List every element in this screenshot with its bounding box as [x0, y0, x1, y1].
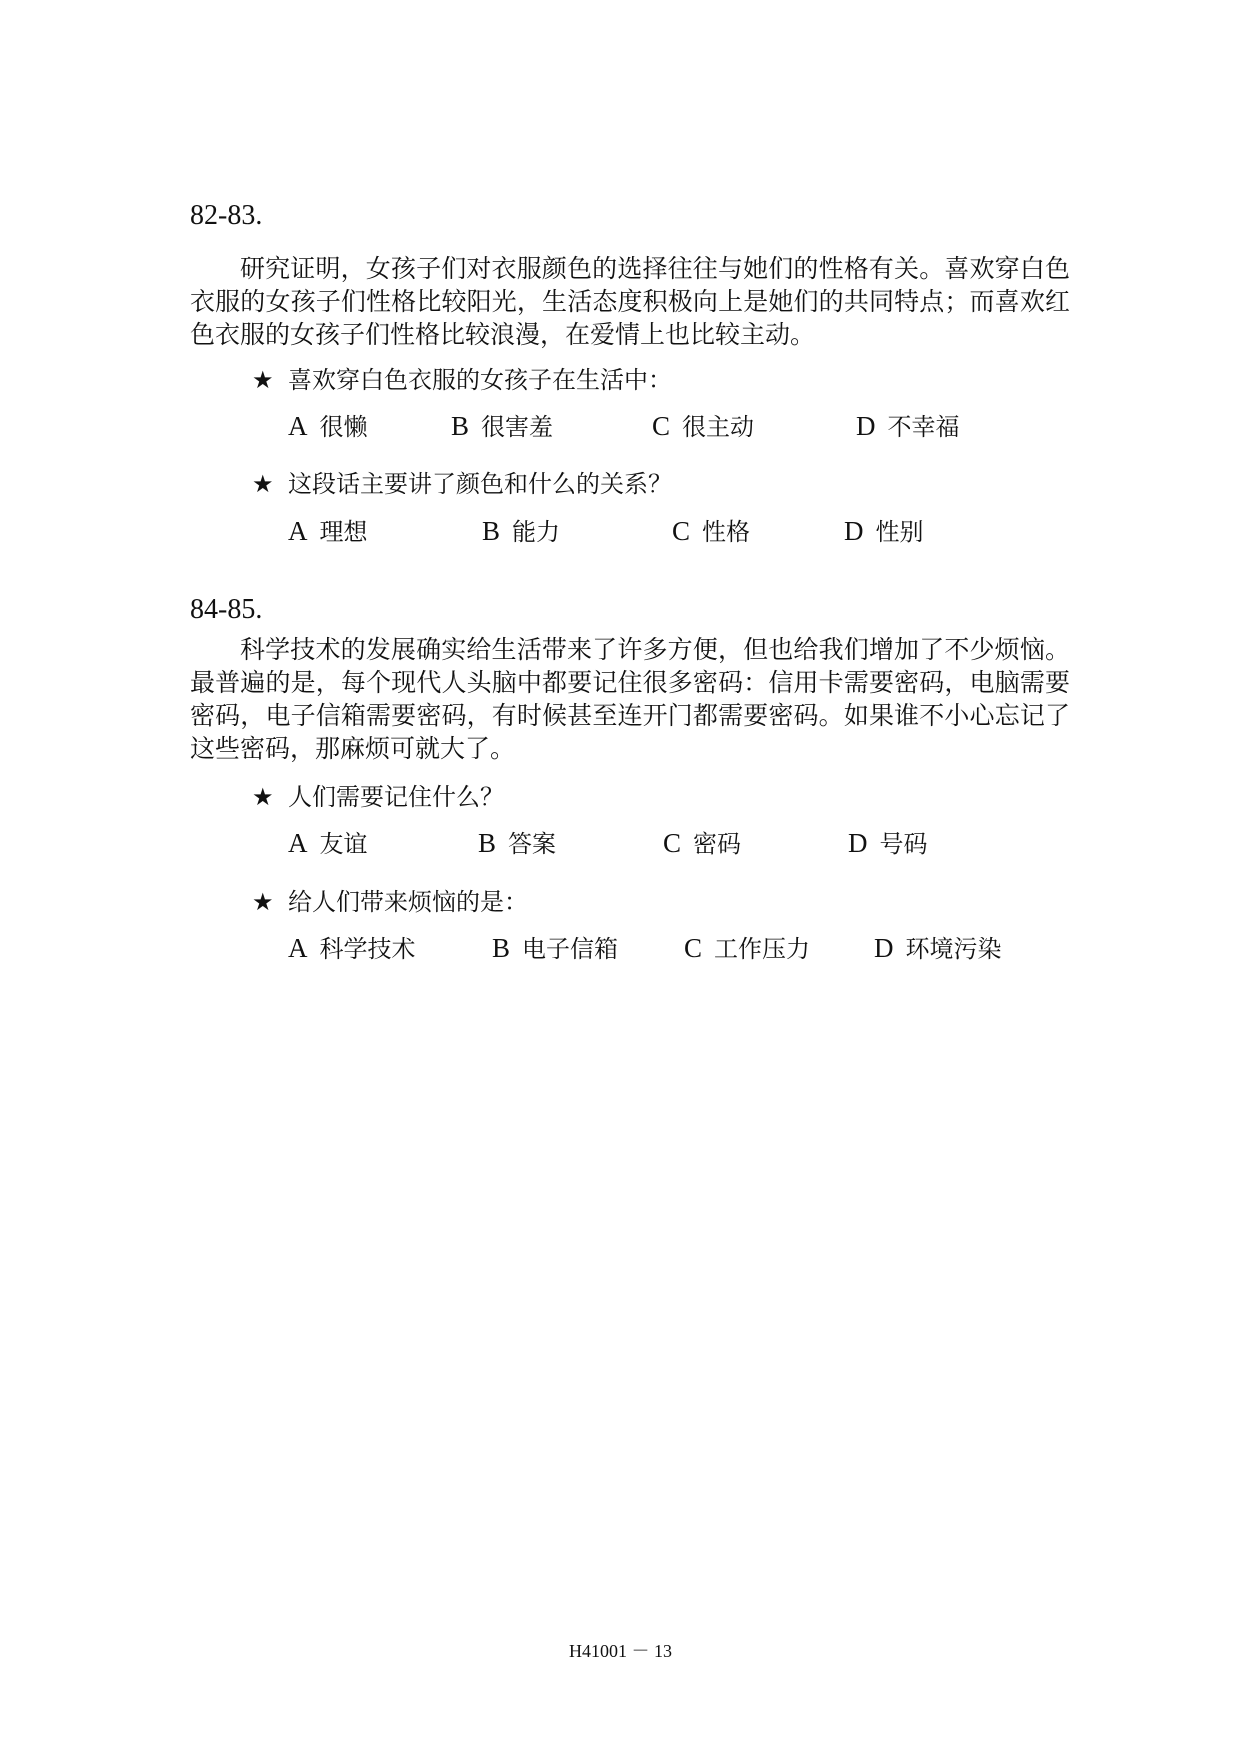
section-number: 84-85.	[190, 594, 263, 625]
option-letter: D	[856, 411, 876, 441]
star-icon: ★	[252, 888, 274, 916]
option-text: 很懒	[319, 413, 368, 441]
question-text: 喜欢穿白色衣服的女孩子在生活中：	[288, 366, 672, 394]
option-a[interactable]	[288, 935, 416, 962]
option-text: 很主动	[682, 413, 755, 441]
question-stem	[252, 368, 672, 392]
option-text: 密码	[693, 830, 742, 858]
option-letter: A	[288, 828, 308, 858]
option-letter: B	[451, 411, 470, 441]
option-letter: A	[288, 516, 308, 546]
option-text: 性格	[702, 518, 751, 546]
option-b[interactable]	[451, 413, 553, 440]
star-icon: ★	[252, 783, 274, 811]
option-text: 理想	[319, 518, 368, 546]
passage: 研究证明，女孩子们对衣服颜色的选择往往与她们的性格有关。喜欢穿白色衣服的女孩子们性格比较阳光，生活态度积极向上是她们的共同特点；而喜欢红色衣服的女孩子们性格比较浪漫，在爱情上也比较主动。	[190, 254, 1070, 349]
option-letter: D	[848, 828, 868, 858]
option-c[interactable]	[652, 413, 754, 440]
option-letter: C	[672, 516, 691, 546]
option-letter: C	[663, 828, 682, 858]
option-b[interactable]	[478, 830, 556, 857]
option-letter: B	[492, 933, 511, 963]
option-c[interactable]	[663, 830, 741, 857]
question-text: 给人们带来烦恼的是：	[288, 888, 528, 916]
option-d[interactable]	[848, 830, 928, 857]
option-c[interactable]	[684, 935, 810, 962]
option-letter: D	[874, 933, 894, 963]
option-text: 环境污染	[905, 935, 1002, 963]
option-b[interactable]	[482, 518, 560, 545]
option-letter: D	[844, 516, 864, 546]
option-letter: A	[288, 411, 308, 441]
option-text: 科学技术	[319, 935, 416, 963]
option-text: 友谊	[319, 830, 368, 858]
option-text: 答案	[508, 830, 557, 858]
option-letter: B	[482, 516, 501, 546]
question-stem	[252, 785, 504, 809]
question-stem	[252, 472, 672, 496]
question-text: 这段话主要讲了颜色和什么的关系？	[288, 470, 672, 498]
option-text: 不幸福	[887, 413, 960, 441]
star-icon: ★	[252, 470, 274, 498]
option-text: 工作压力	[714, 935, 811, 963]
option-d[interactable]	[844, 518, 924, 545]
option-text: 电子信箱	[522, 935, 619, 963]
option-letter: C	[652, 411, 671, 441]
question-text: 人们需要记住什么？	[288, 783, 504, 811]
question-stem	[252, 890, 528, 914]
option-d[interactable]	[874, 935, 1002, 962]
option-letter: B	[478, 828, 497, 858]
option-a[interactable]	[288, 830, 368, 857]
star-icon: ★	[252, 366, 274, 394]
option-text: 性别	[875, 518, 924, 546]
option-text: 能力	[512, 518, 561, 546]
option-text: 号码	[879, 830, 928, 858]
option-a[interactable]	[288, 518, 368, 545]
option-text: 很害羞	[481, 413, 554, 441]
section-number: 82-83.	[190, 200, 263, 231]
option-b[interactable]	[492, 935, 618, 962]
option-letter: A	[288, 933, 308, 963]
option-c[interactable]	[672, 518, 750, 545]
option-d[interactable]	[856, 413, 960, 440]
page-footer: H41001 － 13	[569, 1641, 672, 1661]
option-a[interactable]	[288, 413, 368, 440]
option-letter: C	[684, 933, 703, 963]
passage: 科学技术的发展确实给生活带来了许多方便，但也给我们增加了不少烦恼。最普遍的是，每个现代人头脑中都要记住很多密码：信用卡需要密码，电脑需要密码，电子信箱需要密码，有时候甚至连开门都需要密码。如果谁不小心忘记了这些密码，那麻烦可就大了。	[190, 635, 1070, 763]
